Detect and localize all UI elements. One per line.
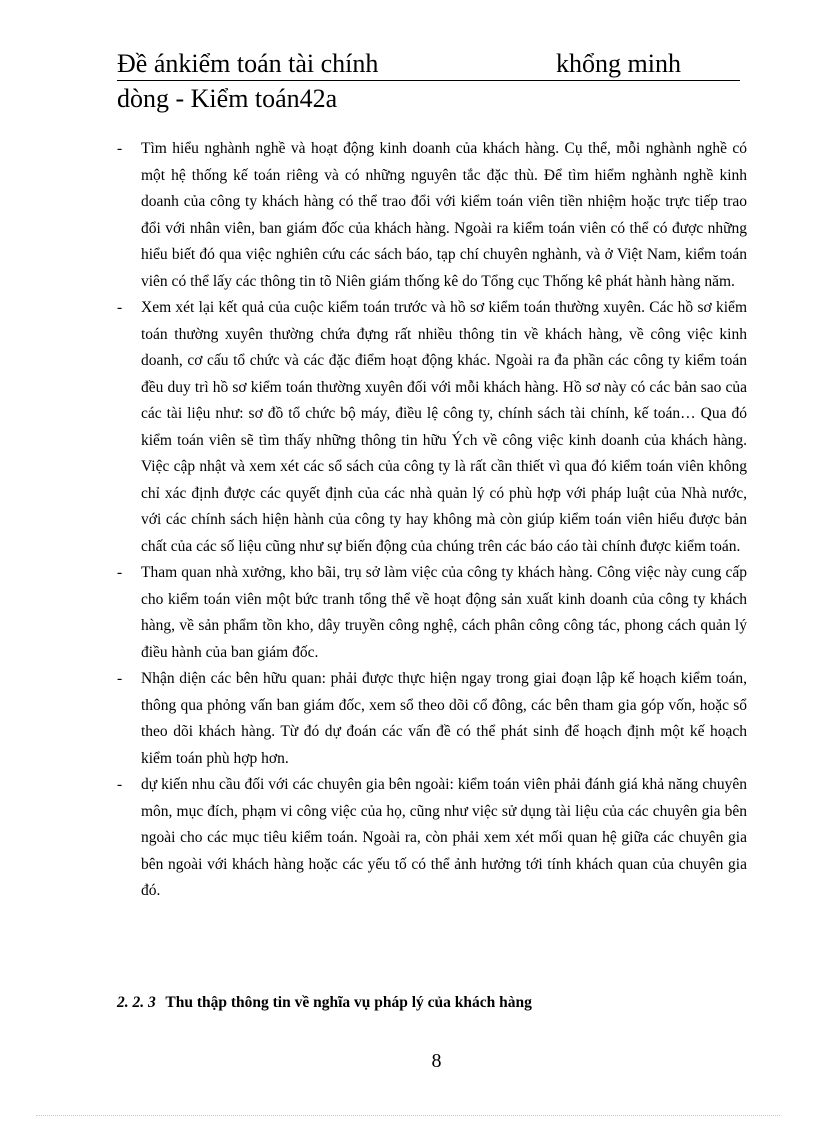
bullet-text: Xem xét lại kết quả của cuộc kiểm toán trước và hồ sơ kiểm toán thường xuyên. Các hồ sơ kiểm toán thường xuyên thường chứa đựng rất nhiều thông tin về khách hàng, về công việc kinh doanh, cơ cấu tổ chức và các đặc điểm hoạt động khác. Ngoài ra đa phần các công ty kiểm toán đều duy trì hồ sơ kiểm toán thường xuyên đối với mỗi khách hàng. Hồ sơ này có các bản sao của các tài liệu như: sơ đồ tổ chức bộ máy, điều lệ công ty, chính sách tài chính, kế toán… Qua đó kiểm toán viên sẽ tìm thấy những thông tin hữu Ých về công việc kinh doanh của khách hàng. Việc cập nhật và xem xét các sổ sách của công ty là rất cần thiết vì qua đó kiểm toán viên không chỉ xác định được các quyết định của các nhà quản lý có phù hợp với pháp luật của Nhà nước, với các chính sách hiện hành của công ty hay không mà còn giúp kiểm toán viên hiểu được bản chất của các số liệu cũng như sự biến động của chúng trên các báo cáo tài chính được kiểm toán. [141, 299, 747, 555]
bullet-item [117, 772, 747, 905]
header-subtitle: dòng - Kiểm toán42a [117, 84, 338, 113]
bullet-dash: - [117, 776, 123, 793]
page-bottom-divider [36, 1115, 780, 1116]
page-number: 8 [431, 1050, 442, 1072]
bullet-text: dự kiến nhu cầu đối với các chuyên gia bên ngoài: kiểm toán viên phải đánh giá khả năng chuyên môn, mục đích, phạm vi công việc của họ, cũng như việc sử dụng tài liệu của các chuyên gia bên ngoài cho các mục tiêu kiểm toán. Ngoài ra, còn phải xem xét mối quan hệ giữa các chuyên gia bên ngoài với khách hàng hoặc các yếu tố có thể ảnh hưởng tới tính khách quan của chuyên gia đó. [141, 776, 747, 899]
header-title: Đề ánkiểm toán tài chính [117, 49, 379, 78]
section-number: 2. 2. 3 [117, 994, 156, 1011]
bullet-text: Tham quan nhà xưởng, kho bãi, trụ sở làm việc của công ty khách hàng. Công việc này cung cấp cho kiểm toán viên một bức tranh tổng thể về hoạt động sản xuất kinh doanh của công ty khách hàng, về sản phẩm tồn kho, dây truyền công nghệ, cách phân công công tác, phong cách quản lý điều hành của ban giám đốc. [141, 564, 747, 661]
bullet-text: Tìm hiểu nghành nghề và hoạt động kinh doanh của khách hàng. Cụ thể, mỗi nghành nghề có một hệ thống kế toán riêng và có những nguyên tắc đặc thù. Để tìm hiểm nghành nghề kinh doanh của công ty khách hàng có thể trao đổi với kiểm toán viên tiền nhiệm hoặc trực tiếp trao đổi với nhân viên, ban giám đốc của khách hàng. Ngoài ra kiểm toán viên có thể có được những hiểu biết đó qua việc nghiên cứu các sách báo, tạp chí chuyên nghành, và ở Việt Nam, kiểm toán viên có thể lấy các thông tin tõ Niên giám thống kê do Tổng cục Thống kê phát hành hàng năm. [141, 140, 747, 290]
document-body [117, 136, 747, 905]
bullet-dash: - [117, 670, 123, 687]
section-heading [117, 994, 532, 1012]
bullet-item [117, 136, 747, 295]
bullet-text: Nhận diện các bên hữu quan: phải được thực hiện ngay trong giai đoạn lập kế hoạch kiểm toán, thông qua phỏng vấn ban giám đốc, xem sổ theo dõi cổ đông, các bên tham gia góp vốn, hoặc sổ theo dõi khách hàng. Từ đó dự đoán các vấn đề có thể phát sinh để hoạch định một kế hoạch kiểm toán phù hợp hơn. [141, 670, 747, 767]
bullet-dash: - [117, 564, 123, 581]
bullet-item [117, 560, 747, 666]
bullet-dash: - [117, 299, 123, 316]
bullet-item [117, 295, 747, 560]
page-header [117, 48, 740, 115]
header-author: khổng minh [556, 49, 681, 78]
bullet-item [117, 666, 747, 772]
header-title-line [117, 48, 740, 81]
bullet-dash: - [117, 140, 123, 157]
section-title: Thu thập thông tin về nghĩa vụ pháp lý của khách hàng [165, 994, 532, 1011]
